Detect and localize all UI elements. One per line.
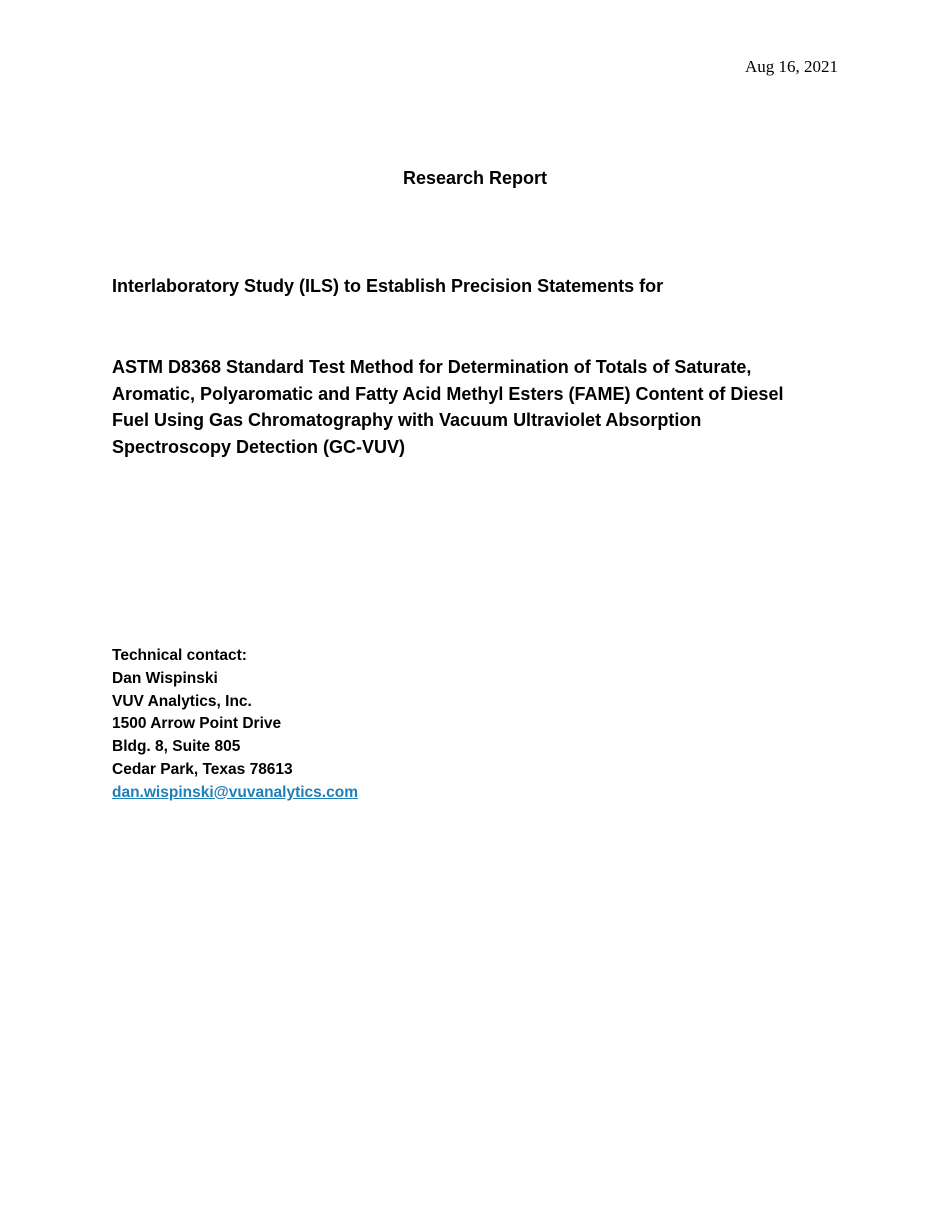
contact-city-state-zip: Cedar Park, Texas 78613 bbox=[112, 760, 293, 778]
report-title: Research Report bbox=[402, 168, 548, 188]
method-title-line: ASTM D8368 Standard Test Method for Determination of Totals of Saturate, bbox=[112, 357, 752, 377]
method-title-line: Fuel Using Gas Chromatography with Vacuum Ultraviolet Absorption bbox=[112, 410, 702, 430]
method-title-line: Spectroscopy Detection (GC-VUV) bbox=[112, 436, 406, 457]
contact-label: Technical contact: bbox=[112, 647, 247, 664]
method-title bbox=[112, 354, 838, 460]
method-title-line: Aromatic, Polyaromatic and Fatty Acid Methyl Esters (FAME) Content of Diesel bbox=[112, 383, 784, 404]
contact-address-line2: Bldg. 8, Suite 805 bbox=[112, 738, 241, 756]
report-date: Aug 16, 2021 bbox=[744, 57, 838, 76]
study-heading: Interlaboratory Study (ILS) to Establish Precision Statements for bbox=[112, 276, 664, 296]
contact-address-line1: 1500 Arrow Point Drive bbox=[112, 715, 282, 733]
technical-contact-block bbox=[112, 645, 712, 805]
contact-email-link[interactable]: dan.wispinski@vuvanalytics.com bbox=[112, 783, 358, 801]
contact-name: Dan Wispinski bbox=[112, 669, 218, 687]
contact-company: VUV Analytics, Inc. bbox=[112, 692, 252, 710]
